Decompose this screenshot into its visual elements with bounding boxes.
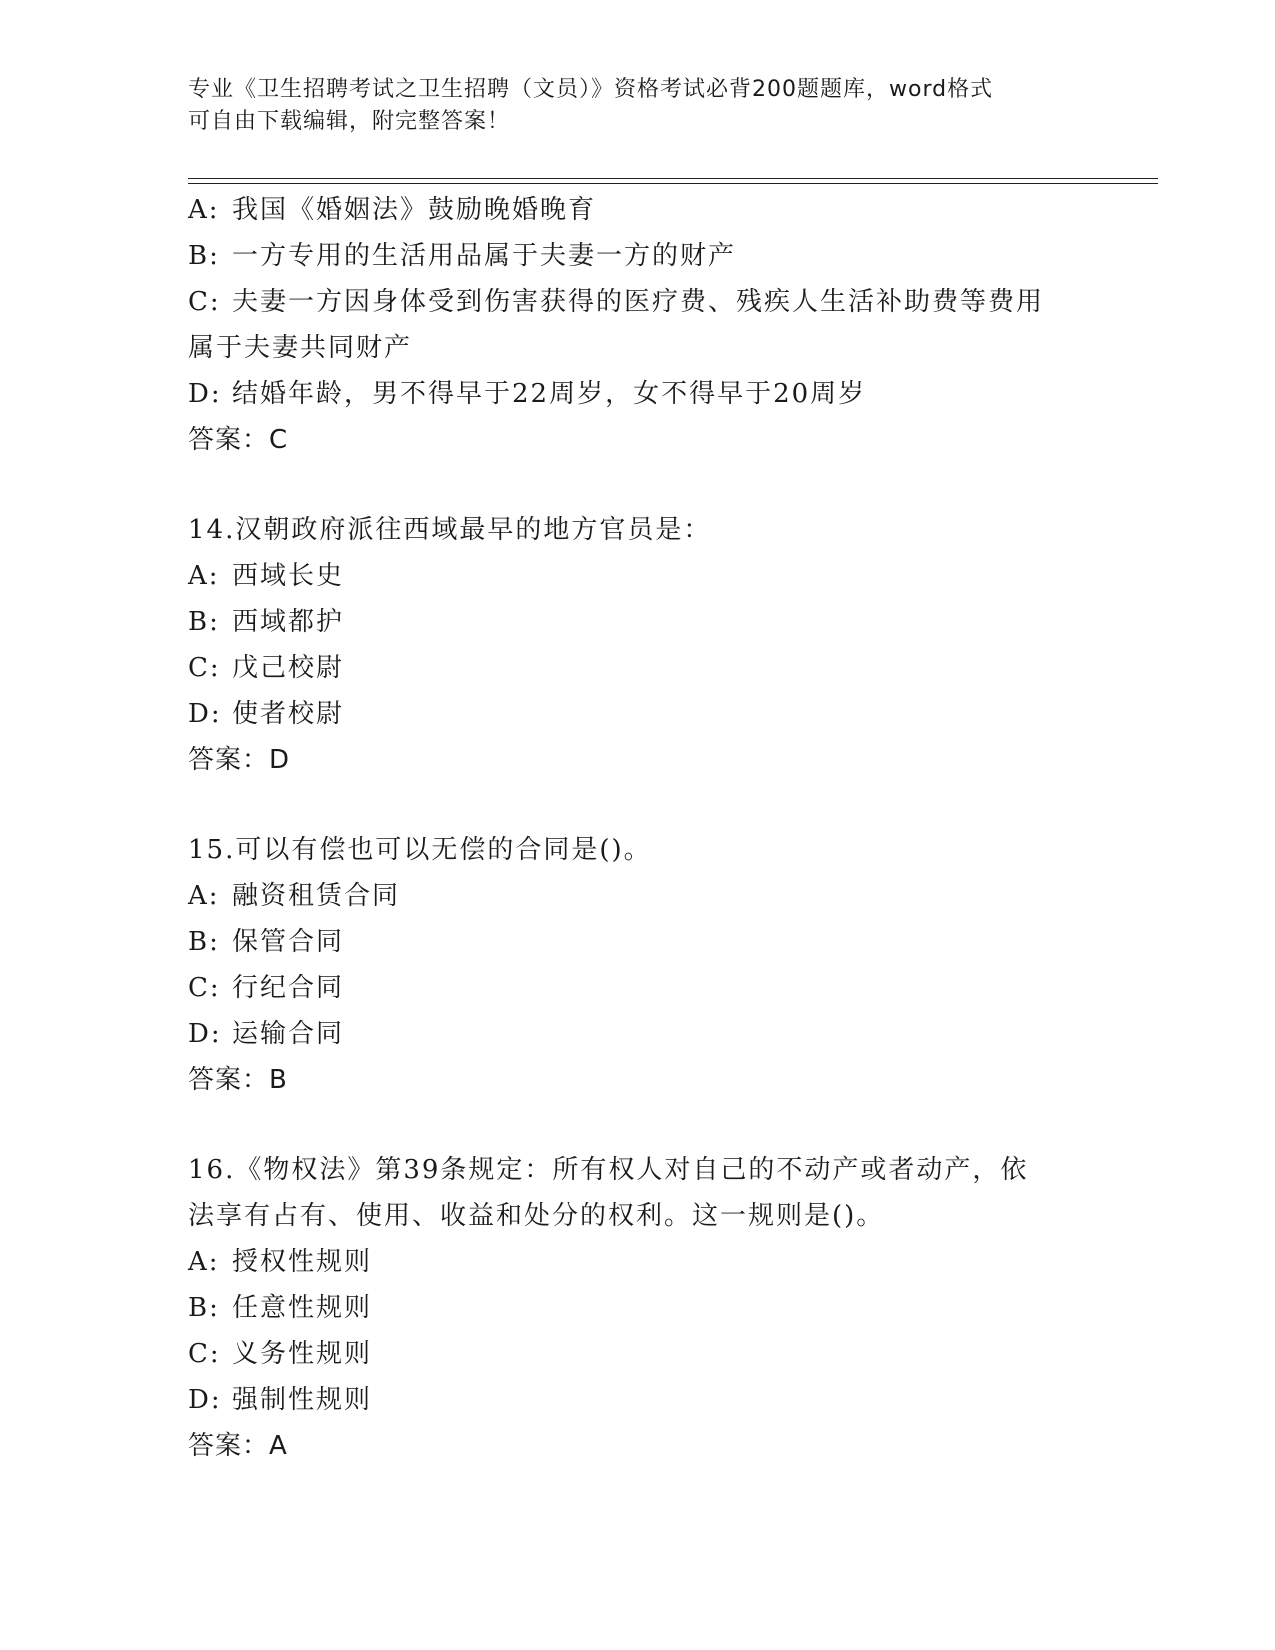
option-b: B: 一方专用的生活用品属于夫妻一方的财产 <box>188 241 737 271</box>
question-14 <box>188 507 1088 783</box>
question-13 <box>188 187 1088 463</box>
question-stem: 16.《物权法》第39条规定：所有权人对自己的不动产或者动产，依 <box>188 1155 1029 1185</box>
option-c: C: 行纪合同 <box>188 973 345 1003</box>
option-b: B: 西域都护 <box>188 607 345 637</box>
question-stem: 14.汉朝政府派往西域最早的地方官员是： <box>188 515 712 545</box>
option-a: A: 授权性规则 <box>188 1247 373 1277</box>
option-c-continued: 属于夫妻共同财产 <box>188 333 413 363</box>
header-line-1: 专业《卫生招聘考试之卫生招聘（文员）》资格考试必背200题题库，word格式 <box>188 77 994 102</box>
answer: 答案：A <box>188 1431 288 1461</box>
question-stem-continued: 法享有占有、使用、收益和处分的权利。这一规则是()。 <box>188 1201 885 1231</box>
option-d: D: 强制性规则 <box>188 1385 373 1415</box>
question-stem: 15.可以有偿也可以无偿的合同是()。 <box>188 835 652 865</box>
header-divider-bottom <box>188 183 1158 184</box>
header-line-2: 可自由下载编辑，附完整答案！ <box>188 109 511 134</box>
option-d: D: 运输合同 <box>188 1019 345 1049</box>
option-b: B: 任意性规则 <box>188 1293 373 1323</box>
question-15 <box>188 827 1088 1103</box>
option-a: A: 我国《婚姻法》鼓励晚婚晚育 <box>188 195 597 225</box>
option-d: D: 使者校尉 <box>188 699 345 729</box>
option-c: C: 戊己校尉 <box>188 653 345 683</box>
answer: 答案：C <box>188 425 289 455</box>
question-list <box>188 187 1088 1469</box>
option-b: B: 保管合同 <box>188 927 345 957</box>
option-c: C: 夫妻一方因身体受到伤害获得的医疗费、残疾人生活补助费等费用 <box>188 287 1045 317</box>
question-16 <box>188 1147 1088 1469</box>
answer: 答案：D <box>188 745 291 775</box>
header-divider-top <box>188 178 1158 179</box>
option-c: C: 义务性规则 <box>188 1339 373 1369</box>
option-a: A: 融资租赁合同 <box>188 881 401 911</box>
document-header <box>188 74 1068 138</box>
option-a: A: 西域长史 <box>188 561 345 591</box>
answer: 答案：B <box>188 1065 288 1095</box>
option-d: D: 结婚年龄，男不得早于22周岁，女不得早于20周岁 <box>188 379 867 409</box>
